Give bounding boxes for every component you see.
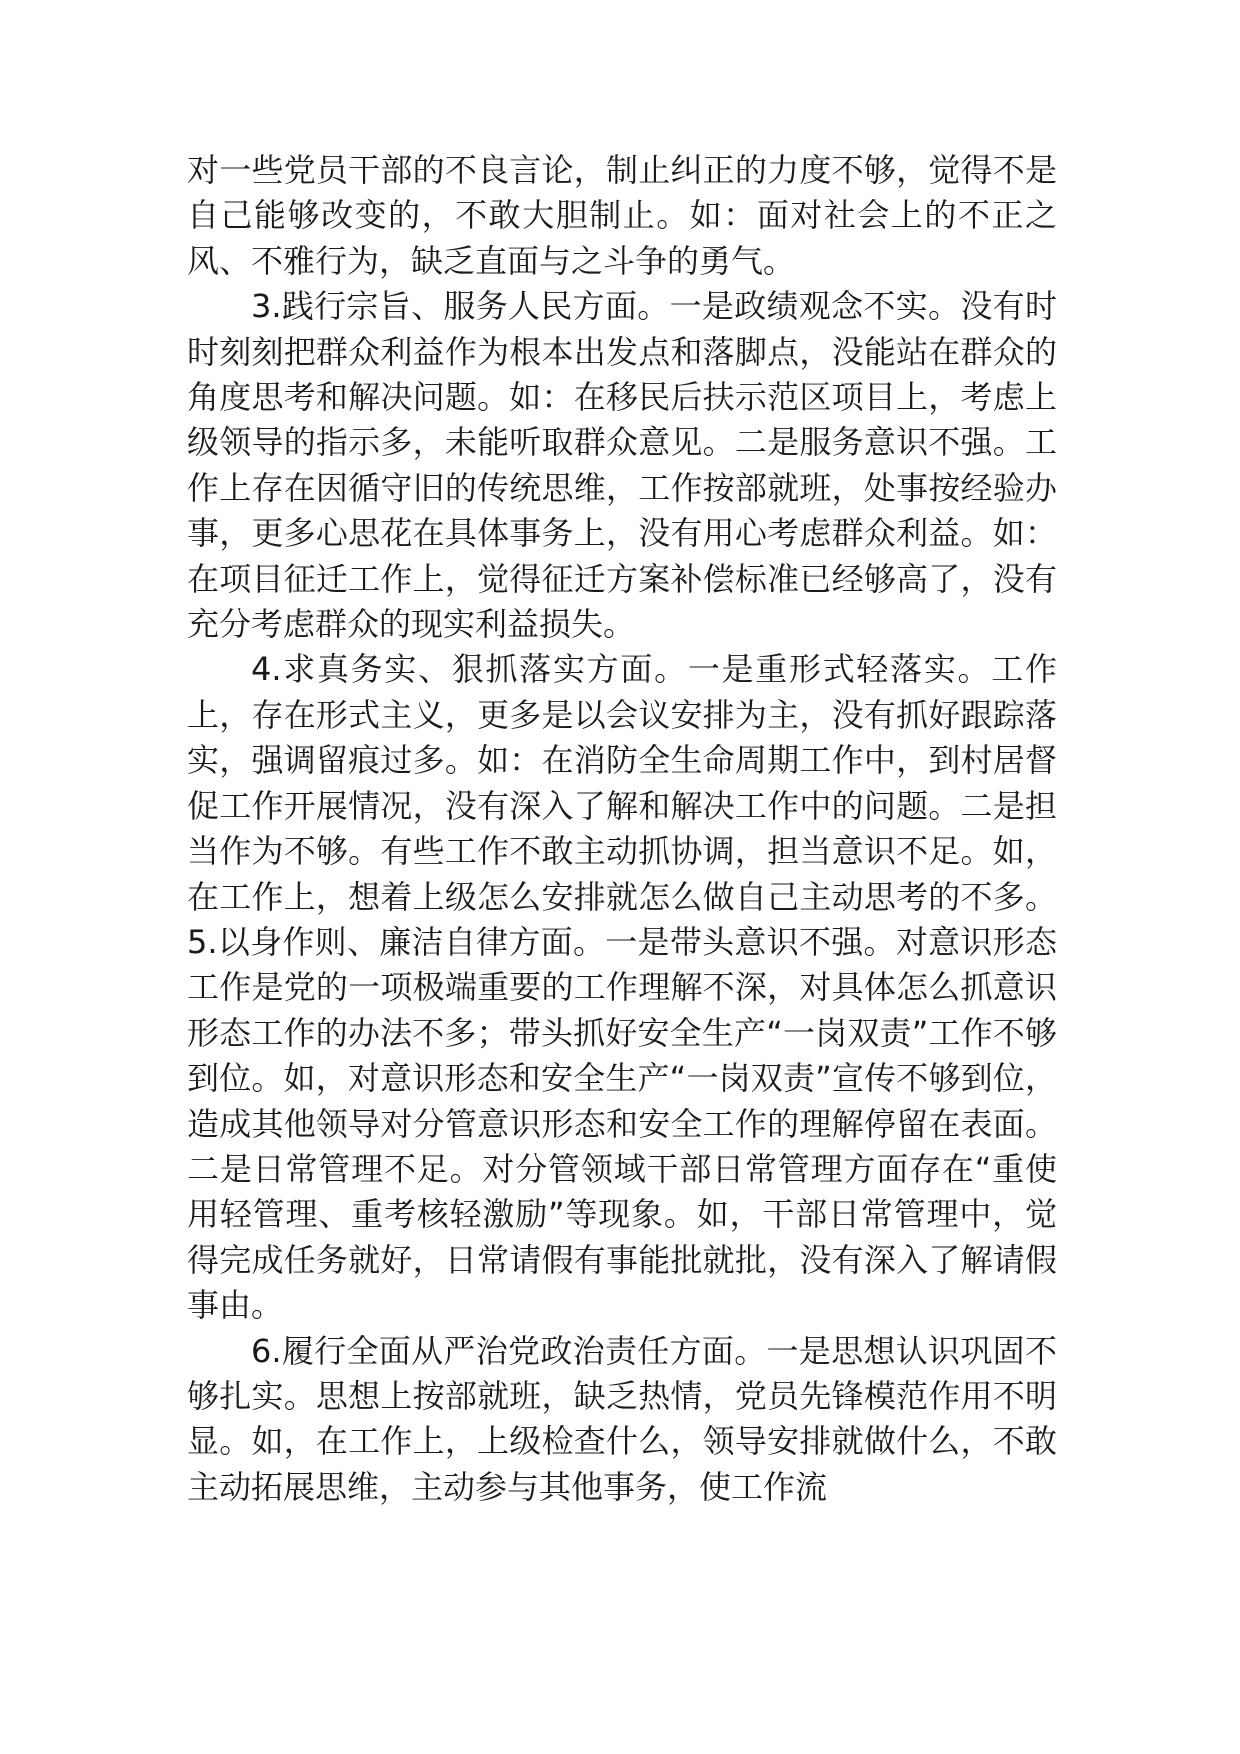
paragraph-continuation: 对一些党员干部的不良言论，制止纠正的力度不够，觉得不是自己能够改变的，不敢大胆制止。如：面对社会上的不正之风、不雅行为，缺乏直面与之斗争的勇气。 (187, 151, 1057, 280)
document-page (187, 148, 1057, 1510)
paragraph-section-4: 4.求真务实、狠抓落实方面。一是重形式轻落实。工作上，存在形式主义，更多是以会议安排为主，没有抓好跟踪落实，强调留痕过多。如：在消防全生命周期工作中，到村居督促工作开展情况，没有深入了解和解决工作中的问题。二是担当作为不够。有些工作不敢主动抓协调，担当意识不足。如，在工作上，想着上级怎么安排就怎么做自己主动思考的不多。5.以身作则、廉洁自律方面。一是带头意识不强。对意识形态工作是党的一项极端重要的工作理解不深，对具体怎么抓意识形态工作的办法不多；带头抓好安全生产“一岗双责”工作不够到位。如，对意识形态和安全生产“一岗双责”宣传不够到位，造成其他领导对分管意识形态和安全工作的理解停留在表面。二是日常管理不足。对分管领域干部日常管理方面存在“重使用轻管理、重考核轻激励”等现象。如，干部日常管理中，觉得完成任务就好，日常请假有事能批就批，没有深入了解请假事由。 (187, 650, 1057, 1325)
paragraph-section-6: 6.履行全面从严治党政治责任方面。一是思想认识巩固不够扎实。思想上按部就班，缺乏热情，党员先锋模范作用不明显。如，在工作上，上级检查什么，领导安排就做什么，不敢主动拓展思维，主动参与其他事务，使工作流 (187, 1331, 1057, 1506)
paragraph-section-3: 3.践行宗旨、服务人民方面。一是政绩观念不实。没有时时刻刻把群众利益作为根本出发点和落脚点，没能站在群众的角度思考和解决问题。如：在移民后扶示范区项目上，考虑上级领导的指示多，未能听取群众意见。二是服务意识不强。工作上存在因循守旧的传统思维，工作按部就班，处事按经验办事，更多心思花在具体事务上，没有用心考虑群众利益。如：在项目征迁工作上，觉得征迁方案补偿标准已经够高了，没有充分考虑群众的现实利益损失。 (187, 287, 1057, 644)
